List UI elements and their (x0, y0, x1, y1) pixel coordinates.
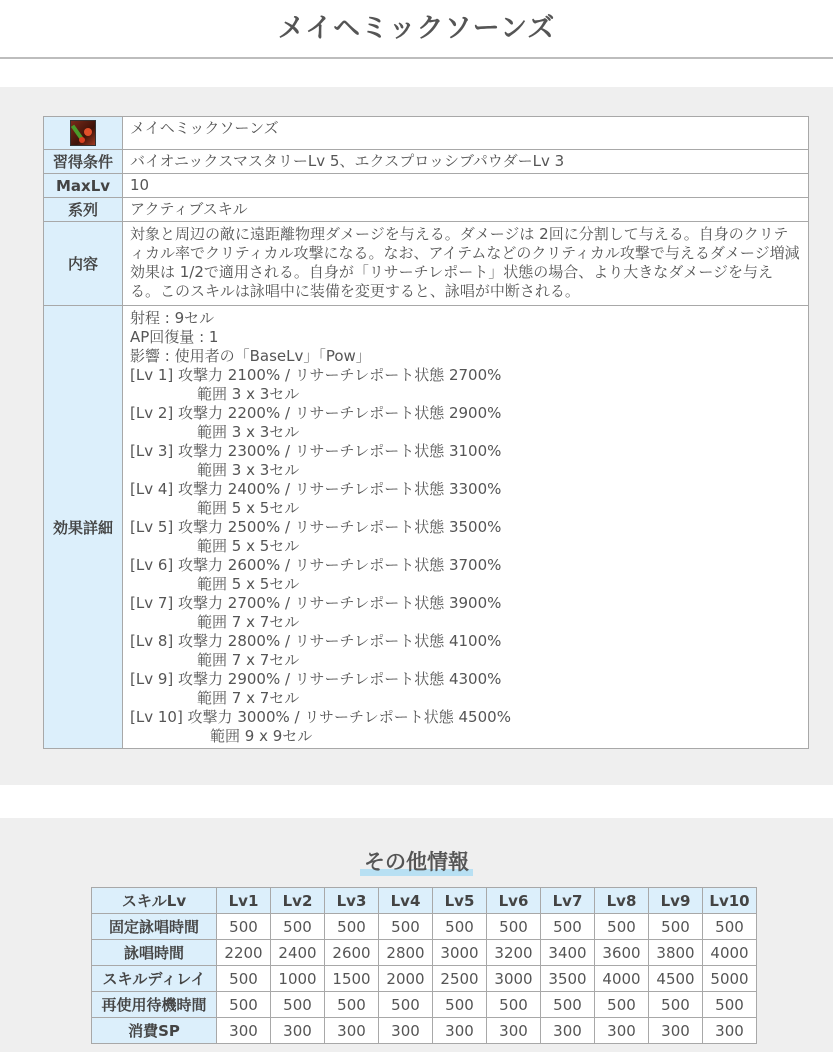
level-line: [Lv 10] 攻撃力 3000% / リサーチレポート状態 4500% (130, 708, 511, 726)
table-cell: 500 (433, 914, 487, 940)
table-cell: 500 (217, 992, 271, 1018)
level-line: [Lv 9] 攻撃力 2900% / リサーチレポート状態 4300% (130, 670, 502, 688)
table-cell: 500 (595, 914, 649, 940)
table-cell: 500 (271, 914, 325, 940)
header-cell: スキルLv (92, 888, 217, 914)
type-row (44, 198, 809, 222)
maxlv-value: 10 (123, 174, 809, 198)
level-line: [Lv 2] 攻撃力 2200% / リサーチレポート状態 2900% (130, 404, 502, 422)
table-cell: 500 (541, 992, 595, 1018)
table-cell: 3600 (595, 940, 649, 966)
header-cell: Lv5 (433, 888, 487, 914)
detail-label: 効果詳細 (44, 306, 123, 749)
ap-line: AP回復量 : 1 (130, 328, 219, 346)
page-header (0, 0, 833, 59)
header-cell: Lv1 (217, 888, 271, 914)
range-line: 射程 : 9セル (130, 309, 215, 327)
level-line: [Lv 3] 攻撃力 2300% / リサーチレポート状態 3100% (130, 442, 502, 460)
table-cell: 3000 (433, 940, 487, 966)
table-cell: 500 (703, 992, 757, 1018)
table-cell: 1500 (325, 966, 379, 992)
page-title: メイヘミックソーンズ (277, 13, 556, 44)
row-label: 詠唱時間 (92, 940, 217, 966)
table-cell: 2600 (325, 940, 379, 966)
header-cell: Lv4 (379, 888, 433, 914)
table-cell: 3500 (541, 966, 595, 992)
table-cell: 500 (703, 914, 757, 940)
table-cell: 500 (217, 966, 271, 992)
type-value: アクティブスキル (123, 198, 809, 222)
other-info-heading (0, 846, 833, 876)
table-cell: 300 (649, 1018, 703, 1044)
table-cell: 3400 (541, 940, 595, 966)
table-row (92, 992, 757, 1018)
table-cell: 1000 (271, 966, 325, 992)
other-info-title: その他情報 (360, 846, 473, 876)
table-row (92, 1018, 757, 1044)
level-range: 範囲 5 x 5セル (197, 537, 300, 555)
header-cell: Lv7 (541, 888, 595, 914)
table-cell: 300 (325, 1018, 379, 1044)
table-cell: 2800 (379, 940, 433, 966)
level-header-row (92, 888, 757, 914)
table-row (92, 966, 757, 992)
skill-name-row (44, 117, 809, 150)
table-cell: 300 (217, 1018, 271, 1044)
table-cell: 500 (325, 914, 379, 940)
row-label: 消費SP (92, 1018, 217, 1044)
level-range: 範囲 3 x 3セル (197, 423, 300, 441)
table-cell: 500 (649, 992, 703, 1018)
detail-row (44, 306, 809, 749)
type-label: 系列 (44, 198, 123, 222)
table-cell: 500 (271, 992, 325, 1018)
table-cell: 300 (487, 1018, 541, 1044)
skill-icon-cell (44, 117, 123, 150)
table-cell: 3800 (649, 940, 703, 966)
table-cell: 300 (703, 1018, 757, 1044)
table-cell: 500 (649, 914, 703, 940)
table-cell: 500 (487, 914, 541, 940)
table-cell: 2400 (271, 940, 325, 966)
level-line: [Lv 5] 攻撃力 2500% / リサーチレポート状態 3500% (130, 518, 502, 536)
table-cell: 500 (595, 992, 649, 1018)
table-cell: 300 (541, 1018, 595, 1044)
skill-info-table (43, 116, 809, 749)
table-cell: 500 (379, 914, 433, 940)
requirement-label: 習得条件 (44, 150, 123, 174)
table-cell: 4000 (703, 940, 757, 966)
table-cell: 300 (271, 1018, 325, 1044)
table-cell: 2000 (379, 966, 433, 992)
level-range: 範囲 9 x 9セル (210, 727, 313, 745)
table-row (92, 940, 757, 966)
table-cell: 4500 (649, 966, 703, 992)
table-cell: 300 (379, 1018, 433, 1044)
level-line: [Lv 6] 攻撃力 2600% / リサーチレポート状態 3700% (130, 556, 502, 574)
level-range: 範囲 7 x 7セル (197, 613, 300, 631)
header-cell: Lv6 (487, 888, 541, 914)
table-cell: 300 (433, 1018, 487, 1044)
table-cell: 500 (433, 992, 487, 1018)
table-cell: 2500 (433, 966, 487, 992)
header-cell: Lv3 (325, 888, 379, 914)
level-range: 範囲 3 x 3セル (197, 461, 300, 479)
table-cell: 500 (325, 992, 379, 1018)
level-range: 範囲 7 x 7セル (197, 689, 300, 707)
row-label: 再使用待機時間 (92, 992, 217, 1018)
requirement-value: バイオニックスマスタリーLv 5、エクスプロッシブパウダーLv 3 (123, 150, 809, 174)
row-label: 固定詠唱時間 (92, 914, 217, 940)
table-cell: 500 (379, 992, 433, 1018)
table-cell: 300 (595, 1018, 649, 1044)
skill-name: メイヘミックソーンズ (123, 117, 809, 150)
maxlv-row (44, 174, 809, 198)
header-cell: Lv8 (595, 888, 649, 914)
level-range: 範囲 5 x 5セル (197, 575, 300, 593)
table-row (92, 914, 757, 940)
row-label: スキルディレイ (92, 966, 217, 992)
table-cell: 4000 (595, 966, 649, 992)
table-cell: 500 (217, 914, 271, 940)
level-range: 範囲 3 x 3セル (197, 385, 300, 403)
level-stats-table (91, 887, 757, 1044)
level-line: [Lv 1] 攻撃力 2100% / リサーチレポート状態 2700% (130, 366, 502, 384)
table-cell: 3200 (487, 940, 541, 966)
level-range: 範囲 5 x 5セル (197, 499, 300, 517)
level-line: [Lv 8] 攻撃力 2800% / リサーチレポート状態 4100% (130, 632, 502, 650)
skill-thorns-icon (70, 120, 96, 146)
header-cell: Lv2 (271, 888, 325, 914)
level-line: [Lv 7] 攻撃力 2700% / リサーチレポート状態 3900% (130, 594, 502, 612)
influence-line: 影響 : 使用者の「BaseLv」「Pow」 (130, 347, 371, 365)
detail-list (130, 309, 801, 746)
requirement-row (44, 150, 809, 174)
table-cell: 500 (487, 992, 541, 1018)
level-line: [Lv 4] 攻撃力 2400% / リサーチレポート状態 3300% (130, 480, 502, 498)
description-value: 対象と周辺の敵に遠距離物理ダメージを与える。ダメージは 2回に分割して与える。自身のクリティカル率でクリティカル攻撃になる。なお、アイテムなどのクリティカル攻撃で与えるダメージ増減効果は 1/2で適用される。自身が「リサーチレポート」状態の場合、より大きなダメージを与える。このスキルは詠唱中に装備を変更すると、詠唱が中断される。 (123, 222, 809, 306)
description-label: 内容 (44, 222, 123, 306)
level-range: 範囲 7 x 7セル (197, 651, 300, 669)
maxlv-label: MaxLv (44, 174, 123, 198)
header-cell: Lv9 (649, 888, 703, 914)
header-cell: Lv10 (703, 888, 757, 914)
description-row (44, 222, 809, 306)
table-cell: 2200 (217, 940, 271, 966)
detail-value (123, 306, 809, 749)
table-cell: 500 (541, 914, 595, 940)
table-cell: 5000 (703, 966, 757, 992)
table-cell: 3000 (487, 966, 541, 992)
